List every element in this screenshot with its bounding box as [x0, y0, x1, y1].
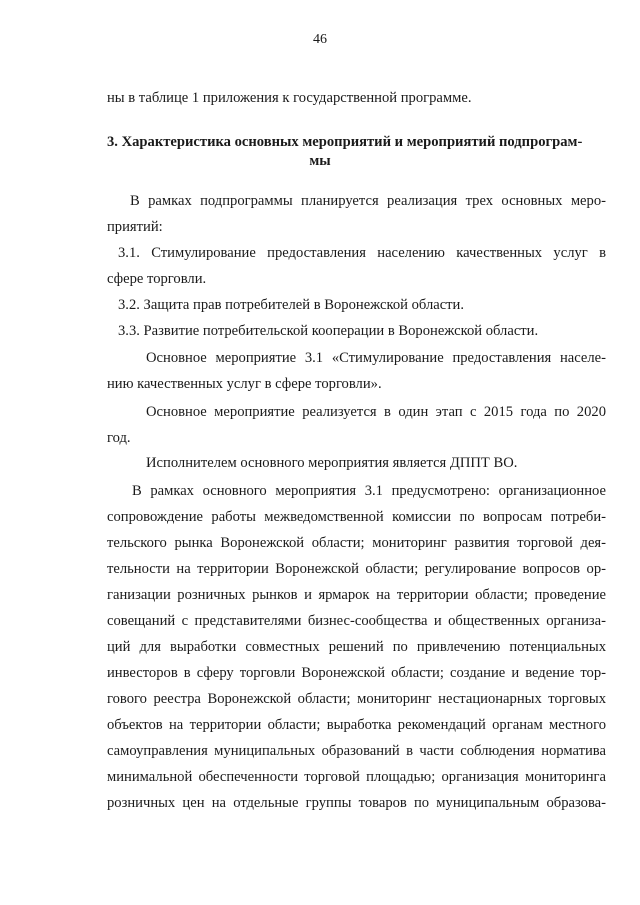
paragraph-line: самоуправления муниципальных образований в части соблюдения норматива — [107, 743, 606, 759]
paragraph-line: объектов на территории области; выработка рекомендаций органам местного — [107, 717, 606, 733]
paragraph-line: приятий: — [107, 219, 163, 235]
paragraph-line: нию качественных услуг в сфере торговли». — [107, 376, 382, 392]
paragraph-line: тельского рынка Воронежской области; мониторинг развития торговой дея- — [107, 535, 606, 551]
list-item-3-2: 3.2. Защита прав потребителей в Воронежской области. — [118, 297, 465, 313]
paragraph-line: В рамках основного мероприятия 3.1 предусмотрено: организационное — [132, 483, 606, 499]
list-item-3-1: 3.1. Стимулирование предоставления населению качественных услуг в — [118, 245, 606, 261]
paragraph-line: минимальной обеспеченности торговой площадью; организация мониторинга — [107, 769, 606, 785]
paragraph-line: год. — [107, 430, 131, 446]
paragraph-line: Основное мероприятие 3.1 «Стимулирование предоставления населе- — [146, 350, 606, 366]
page-number: 46 — [313, 32, 327, 47]
paragraph-line: Основное мероприятие реализуется в один этап с 2015 года по 2020 — [146, 404, 606, 420]
paragraph-line: ганизации розничных рынков и ярмарок на территории области; проведение — [107, 587, 606, 603]
paragraph-line: розничных цен на отдельные группы товаров по муниципальным образова- — [107, 795, 606, 811]
paragraph-line: совещаний с представителями бизнес-сообщества и общественных организа- — [107, 613, 606, 629]
paragraph-line: сопровождение работы межведомственной комиссии по вопросам потреби- — [107, 509, 606, 525]
section-heading-line-1: 3. Характеристика основных мероприятий и мероприятий подпрограм- — [107, 134, 583, 150]
list-item-3-1-cont: сфере торговли. — [107, 271, 207, 287]
paragraph-line: Исполнителем основного мероприятия является ДППТ ВО. — [146, 455, 518, 471]
paragraph-line: тельности на территории Воронежской области; регулирование вопросов ор- — [107, 561, 606, 577]
carry-over-line: ны в таблице 1 приложения к государственной программе. — [107, 90, 472, 106]
paragraph-line: гового реестра Воронежской области; мониторинг нестационарных торговых — [107, 691, 606, 707]
paragraph-line: ций для выработки совместных решений по привлечению потенциальных — [107, 639, 606, 655]
paragraph-line: В рамках подпрограммы планируется реализация трех основных меро- — [130, 193, 606, 209]
list-item-3-3: 3.3. Развитие потребительской кооперации в Воронежской области. — [118, 323, 539, 339]
section-heading-line-2: мы — [309, 153, 331, 169]
paragraph-line: инвесторов в сферу торговли Воронежской области; создание и ведение тор- — [107, 665, 606, 681]
